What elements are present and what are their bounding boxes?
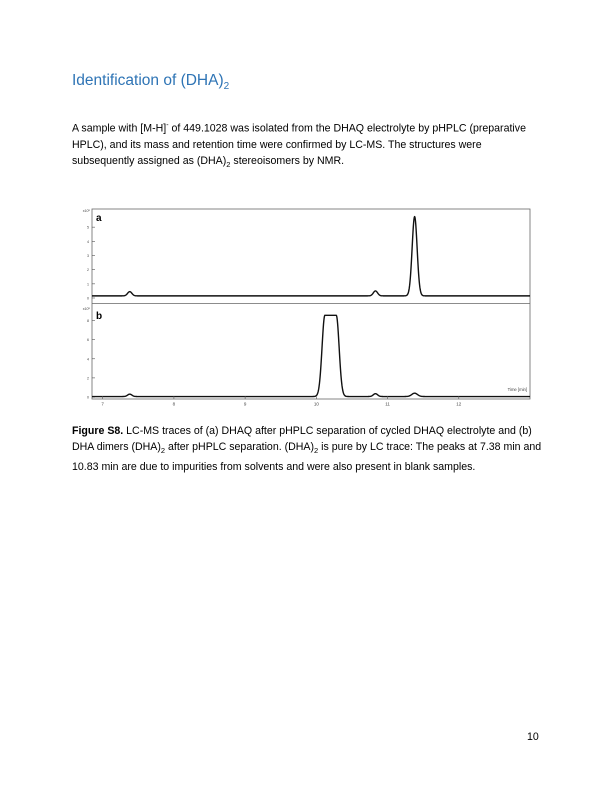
paragraph-part-3: stereoisomers by NMR.: [230, 154, 345, 167]
x-tick-label: 7: [101, 401, 104, 407]
x-tick-label: 9: [243, 401, 247, 407]
y-tick-label-a: 5: [87, 225, 89, 230]
caption-part-1: LC-MS traces of (a) DHAQ after pHPLC separation of cycled DHAQ electrolyte and (b) DHA dimers (DHA): [72, 425, 532, 453]
paragraph-part-1: A sample with [M-H]: [72, 122, 167, 135]
paragraph-subscript: 2: [226, 159, 231, 169]
figure-caption: [72, 423, 542, 475]
x-axis-label: Time [min]: [507, 387, 527, 392]
y-tick-label-b: 4: [87, 357, 89, 362]
caption-part-3: is pure by LC trace: The peaks at 7.38 min and 10.83 min are due to impurities from solvents and were also present in blank samples.: [72, 441, 542, 474]
section-heading: [72, 72, 229, 92]
y-tick-label-a: 1: [87, 282, 89, 287]
y-tick-label-a: 4: [87, 239, 89, 244]
caption-label: Figure S8.: [72, 425, 124, 437]
trace-b: [92, 315, 530, 396]
x-tick-label: 8: [172, 401, 176, 407]
panel-label-b: b: [96, 311, 103, 322]
y-tick-label-b: 0: [87, 395, 89, 400]
trace-a: [92, 217, 530, 296]
plot-frame: [92, 209, 530, 399]
y-tick-label-a: 0: [87, 296, 89, 301]
caption-part-2: after pHPLC separation. (DHA): [165, 441, 315, 453]
paragraph-part-2: of 449.1028 was isolated from the DHAQ electrolyte by pHPLC (preparative HPLC), and its mass and retention time were confirmed by LC-MS. The structures were subsequently assigned as (DHA): [72, 122, 526, 167]
caption-subscript-2: 2: [314, 446, 319, 456]
y-tick-label-b: 6: [87, 338, 89, 343]
y-tick-label-b: 8: [87, 319, 89, 324]
x-tick-label: 10: [313, 401, 319, 407]
body-paragraph: [72, 118, 542, 173]
y-scale-label-a: x10⁵: [82, 209, 90, 213]
y-tick-label-a: 2: [87, 268, 89, 273]
y-scale-label-b: x10⁵: [82, 307, 90, 311]
panel-label-a: a: [96, 213, 102, 224]
page-number: 10: [527, 731, 539, 743]
lcms-chart: [80, 203, 535, 413]
y-tick-label-b: 2: [87, 376, 89, 381]
paragraph-superscript: -: [166, 122, 169, 129]
caption-subscript-1: 2: [160, 446, 166, 456]
heading-subscript: 2: [223, 81, 230, 93]
section-heading-text: Identification of (DHA): [72, 72, 224, 89]
x-tick-label: 12: [456, 401, 462, 407]
x-tick-label: 11: [385, 401, 390, 407]
lcms-figure: [80, 203, 535, 413]
y-tick-label-a: 3: [87, 254, 89, 258]
